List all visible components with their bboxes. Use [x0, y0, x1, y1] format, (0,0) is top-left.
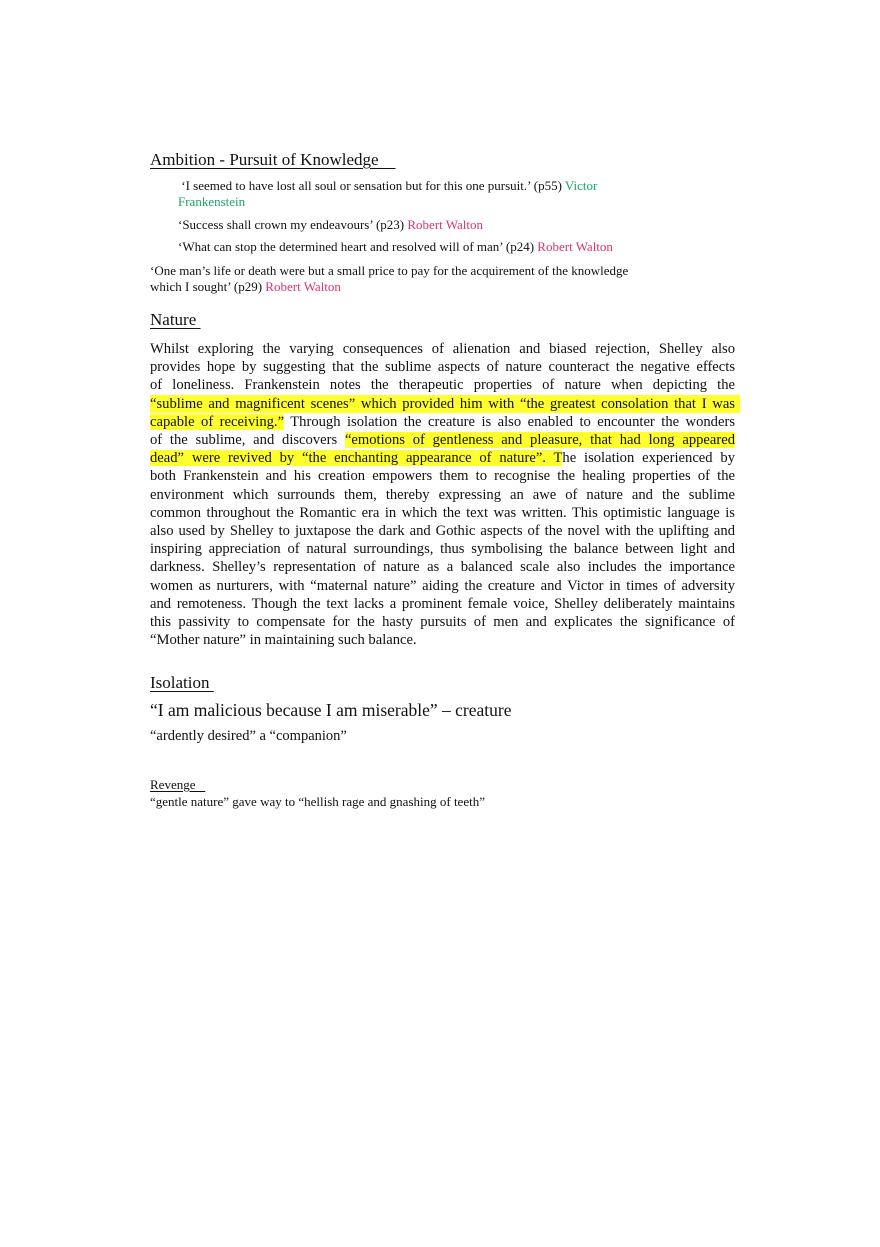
heading-ambition: Ambition - Pursuit of Knowledge [150, 150, 379, 169]
speaker-walton: Robert Walton [537, 239, 613, 254]
highlight-sublime-scenes: “sublime and magnificent scenes” which provided him with “the greatest consolation that I was [150, 395, 740, 413]
quote-victor-pursuit: ‘I seemed to have lost all soul or sensation but for this one pursuit.’ (p55) Victor Frankenstein [178, 178, 648, 210]
highlight-emotions: “emotions of gentleness and pleasure, that had long appeared [344, 432, 735, 449]
highlight-capable: capable of receiving.” [150, 413, 285, 430]
quote-companion: “ardently desired” a “companion” [150, 728, 347, 744]
nature-paragraph: Whilst exploring the varying consequences of alienation and biased rejection, Shelley also provides hope by suggesting that the sublime aspects of nature counteract the negative effects of loneliness. Frankenstein notes the therapeutic properties of nature when depicting the “sublime and magnificent scenes” which provided him with “the greatest consolation that I was capable of receiving.” Through isolation the creature is also enabled to encounter the wonders of the sublime, and discovers “emotions of gentleness and pleasure, that had long appeared dead” were revived by “the enchanting appearance of nature”. The isolation experienced by both Frankenstein and his creation empowers them to recognise the healing properties of the environment which surrounds them, thereby expressing an awe of nature and the sublime common throughout the Romantic era in which the text was written. This optimistic language is also used by Shelley to juxtapose the dark and Gothic aspects of the novel with the uplifting and inspiring appreciation of natural surroundings, thus symbolising the balance between light and darkness. Shelley’s representation of nature as a balanced scale also includes the importance women as nurturers, with “maternal nature” aiding the creature and Victor in times of adversity and remoteness. Though the text lacks a prominent female voice, Shelley deliberately maintains this passivity to compensate for the hasty pursuits of men and explicates the significance of “Mother nature” in maintaining such balance. [150, 340, 735, 649]
heading-nature: Nature [150, 310, 197, 329]
speaker-victor: Victor [564, 178, 598, 193]
quote-walton-success: ‘Success shall crown my endeavours’ (p23) Robert Walton [178, 217, 483, 232]
quote-walton-life-death: ‘One man’s life or death were but a small price to pay for the acquirement of the knowledge which I sought’ (p29) Robert Walton [150, 263, 629, 294]
quote-walton-determined: ‘What can stop the determined heart and resolved will of man’ (p24) Robert Walton [178, 239, 613, 254]
quote-hellish-rage: “gentle nature” gave way to “hellish rage and gnashing of teeth” [150, 794, 485, 809]
heading-revenge: Revenge [150, 777, 196, 792]
quote-malicious: “I am malicious because I am miserable” – creature [150, 700, 512, 720]
speaker-frankenstein: Frankenstein [178, 194, 246, 209]
speaker-walton: Robert Walton [407, 217, 483, 232]
heading-isolation: Isolation [150, 673, 210, 692]
speaker-walton: Robert Walton [265, 279, 341, 294]
highlight-enchanting: dead” were revived by “the enchanting appearance of nature”. T [150, 450, 563, 467]
